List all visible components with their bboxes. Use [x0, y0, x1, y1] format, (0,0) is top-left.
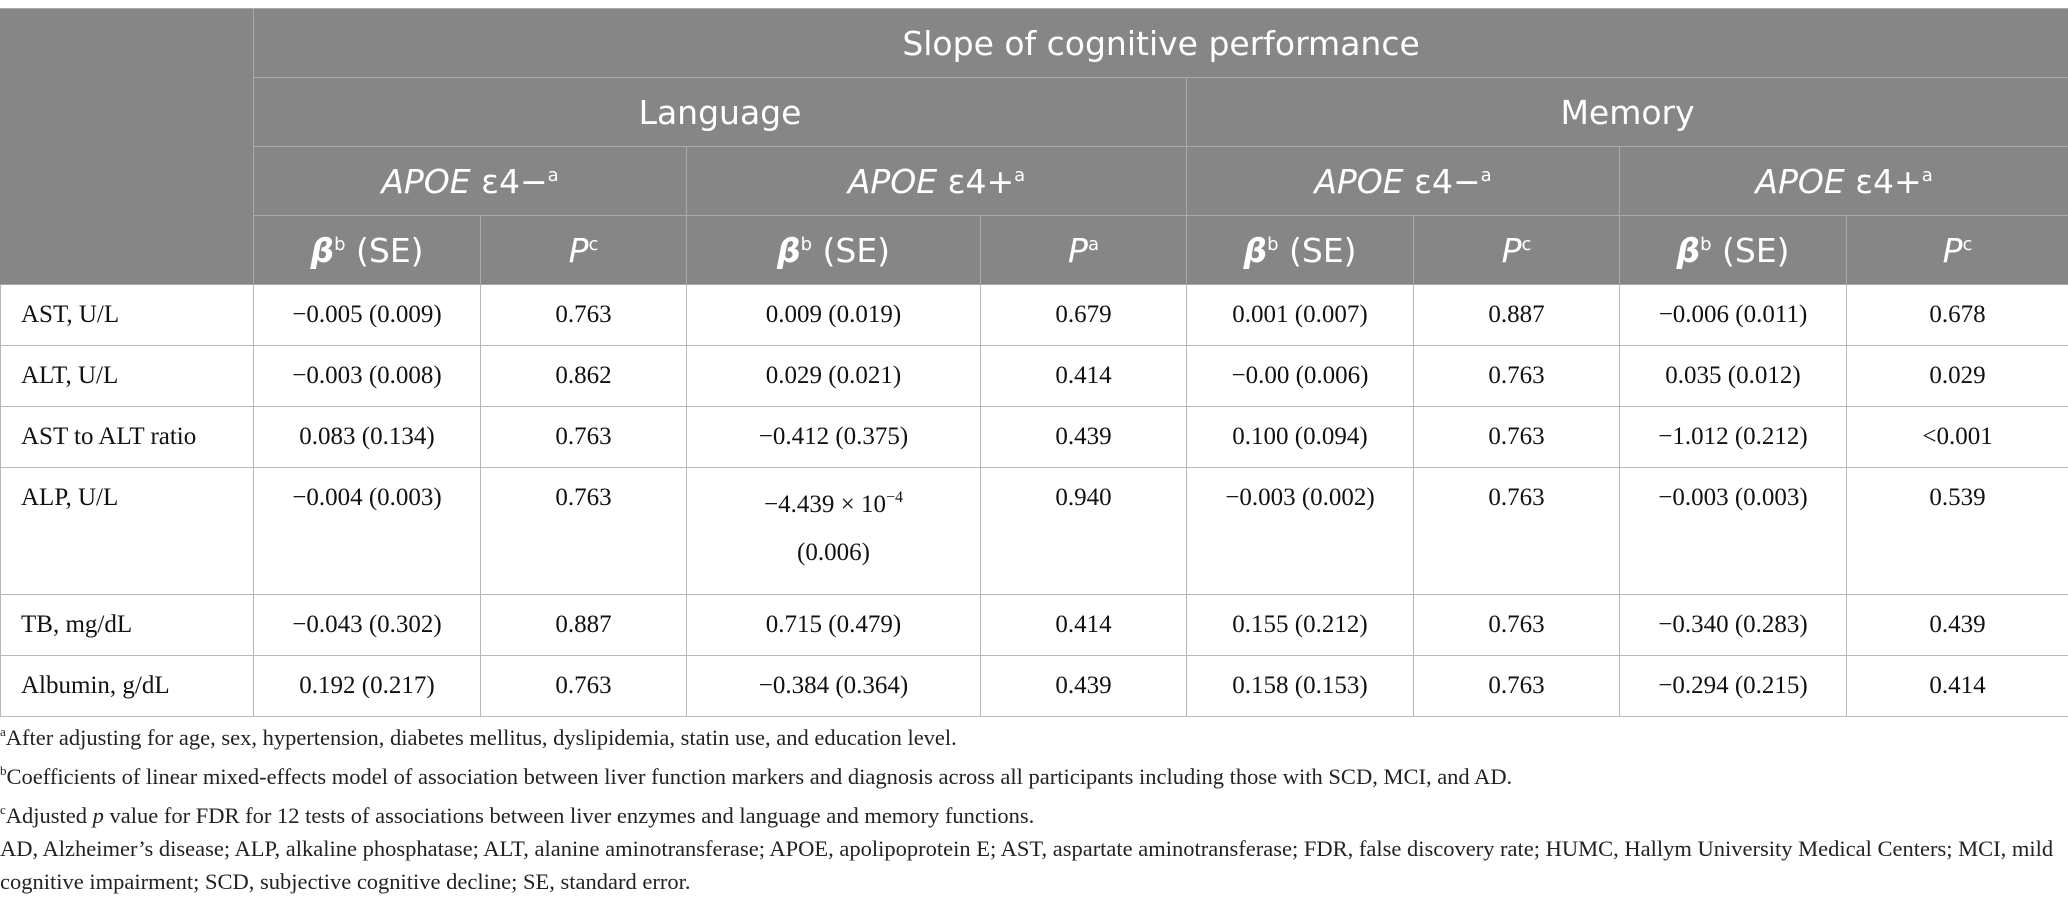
table-cell: 0.192 (0.217)	[254, 656, 481, 717]
table-row	[1, 468, 2068, 595]
abbreviations: AD, Alzheimer’s disease; ALP, alkaline phosphatase; ALT, alanine aminotransferase; APOE, apolipoprotein E; AST, aspartate aminotransferase; FDR, false discovery rate; HUMC, Hallym University Medical Centers; MCI, mild cognitive impairment; SCD, subjective cognitive decline; SE, standard error.	[0, 836, 2054, 894]
row-label: ALT, U/L	[1, 346, 254, 407]
table-cell: −0.005 (0.009)	[254, 285, 481, 346]
header-beta-se	[687, 216, 981, 285]
apoe-symbol: ε4−	[1414, 161, 1481, 201]
apoe-label: APOE	[1755, 161, 1845, 201]
footnote-b	[0, 754, 2060, 793]
table-cell: −0.412 (0.375)	[687, 407, 981, 468]
footnote-marker: a	[1921, 164, 1933, 186]
cell-line	[687, 474, 980, 529]
apoe-label: APOE	[847, 161, 938, 201]
table-cell: 0.083 (0.134)	[254, 407, 481, 468]
header-domain-memory: Memory	[1187, 78, 2068, 147]
footnote-marker: a	[1014, 164, 1026, 186]
header-beta-se	[1620, 216, 1847, 285]
table-cell: −0.00 (0.006)	[1187, 346, 1414, 407]
table-row	[1, 346, 2068, 407]
table-cell: −0.003 (0.002)	[1187, 468, 1414, 595]
table-body	[1, 285, 2068, 717]
apoe-symbol: ε4+	[1855, 161, 1922, 201]
footnote-c	[0, 793, 2060, 832]
table-footnotes	[0, 715, 2060, 898]
table-cell: −0.003 (0.008)	[254, 346, 481, 407]
footnote-text: Coefficients of linear mixed-effects model of association between liver function markers and diagnosis across all participants including those with SCD, MCI, and AD.	[6, 764, 1513, 789]
p-symbol: P	[1942, 230, 1963, 270]
table-cell: 0.763	[481, 285, 687, 346]
table-cell: 0.940	[981, 468, 1187, 595]
table-cell: 0.001 (0.007)	[1187, 285, 1414, 346]
table-cell: 0.678	[1847, 285, 2068, 346]
footnote-marker: c	[0, 802, 6, 817]
table-cell: 0.763	[481, 656, 687, 717]
header-super-title: Slope of cognitive performance	[254, 9, 2068, 78]
table-cell: 0.887	[1414, 285, 1620, 346]
row-label: TB, mg/dL	[1, 595, 254, 656]
se-label: (SE)	[356, 230, 424, 270]
table-cell: 0.679	[981, 285, 1187, 346]
footnote-text: value for FDR for 12 tests of associations between liver enzymes and language and memory functions.	[103, 803, 1035, 828]
cell-line: (0.006)	[797, 539, 870, 566]
header-row-stats	[1, 216, 2068, 285]
header-memory-apoe-pos	[1620, 147, 2068, 216]
apoe-label: APOE	[381, 161, 471, 201]
table-cell: −0.294 (0.215)	[1620, 656, 1847, 717]
header-row-title	[1, 9, 2068, 78]
se-label: (SE)	[822, 230, 891, 270]
table-cell: −0.004 (0.003)	[254, 468, 481, 595]
header-p-value	[1414, 216, 1620, 285]
header-row-domains	[1, 78, 2068, 147]
table-cell: 0.035 (0.012)	[1620, 346, 1847, 407]
row-label: AST to ALT ratio	[1, 407, 254, 468]
header-p-value	[1847, 216, 2068, 285]
beta-symbol: β	[1676, 230, 1701, 270]
table-header	[1, 9, 2068, 285]
header-beta-se	[1187, 216, 1414, 285]
table-cell: 0.887	[481, 595, 687, 656]
beta-symbol: β	[1243, 230, 1268, 270]
table-cell: −0.340 (0.283)	[1620, 595, 1847, 656]
table-cell: 0.414	[1847, 656, 2068, 717]
apoe-symbol: ε4+	[947, 161, 1015, 201]
footnote-marker: a	[0, 724, 6, 739]
p-symbol: P	[1068, 230, 1088, 270]
table-cell: 0.100 (0.094)	[1187, 407, 1414, 468]
footnote-marker: c	[1521, 233, 1532, 255]
table-cell: 0.158 (0.153)	[1187, 656, 1414, 717]
beta-symbol: β	[310, 230, 335, 270]
beta-symbol: β	[776, 230, 801, 270]
apoe-symbol: ε4−	[481, 161, 548, 201]
footnote-italic: p	[92, 803, 104, 828]
table-cell: 0.009 (0.019)	[687, 285, 981, 346]
footnote-text: After adjusting for age, sex, hypertension, diabetes mellitus, dyslipidemia, statin use, and education level.	[5, 725, 957, 750]
footnote-marker: b	[1700, 233, 1712, 255]
results-table	[0, 8, 2068, 717]
table-row	[1, 285, 2068, 346]
table-cell: 0.763	[1414, 346, 1620, 407]
table-cell: −0.003 (0.003)	[1620, 468, 1847, 595]
table-cell: 0.539	[1847, 468, 2068, 595]
header-beta-se	[254, 216, 481, 285]
table-cell: 0.715 (0.479)	[687, 595, 981, 656]
cell-line-text: −4.439 × 10	[764, 491, 886, 518]
footnote-text: Adjusted	[5, 803, 93, 828]
header-corner-cell	[1, 9, 254, 285]
footnote-marker: b	[1267, 233, 1279, 255]
table-cell: −1.012 (0.212)	[1620, 407, 1847, 468]
footnote-marker: c	[588, 233, 599, 255]
table-row	[1, 656, 2068, 717]
se-label: (SE)	[1722, 230, 1790, 270]
table-cell: 0.414	[981, 346, 1187, 407]
table-cell: 0.439	[1847, 595, 2068, 656]
header-row-apoe	[1, 147, 2068, 216]
table-cell: 0.862	[481, 346, 687, 407]
header-p-value	[981, 216, 1187, 285]
row-label: AST, U/L	[1, 285, 254, 346]
footnote-marker: a	[547, 164, 559, 186]
table-row	[1, 595, 2068, 656]
p-symbol: P	[1501, 230, 1522, 270]
table-cell: 0.763	[1414, 468, 1620, 595]
table-cell: 0.439	[981, 656, 1187, 717]
table-cell: 0.155 (0.212)	[1187, 595, 1414, 656]
table-cell: 0.763	[1414, 407, 1620, 468]
table-cell: 0.763	[1414, 656, 1620, 717]
footnote-marker: b	[0, 763, 7, 778]
cell-exponent: −4	[885, 489, 903, 506]
table-cell: 0.029 (0.021)	[687, 346, 981, 407]
footnote-marker: b	[334, 233, 346, 255]
se-label: (SE)	[1289, 230, 1357, 270]
table-cell: 0.029	[1847, 346, 2068, 407]
table-cell	[687, 468, 981, 595]
apoe-label: APOE	[1314, 161, 1404, 201]
table-cell: −0.384 (0.364)	[687, 656, 981, 717]
table-cell: −0.043 (0.302)	[254, 595, 481, 656]
table-row	[1, 407, 2068, 468]
table-cell: 0.439	[981, 407, 1187, 468]
row-label: ALP, U/L	[1, 468, 254, 595]
footnote-marker: a	[1480, 164, 1492, 186]
header-domain-language: Language	[254, 78, 1187, 147]
header-p-value	[481, 216, 687, 285]
table-cell: 0.763	[1414, 595, 1620, 656]
header-language-apoe-neg	[254, 147, 687, 216]
footnote-marker: c	[1962, 233, 1973, 255]
footnote-marker: b	[800, 233, 812, 255]
p-symbol: P	[568, 230, 589, 270]
table-cell: 0.763	[481, 468, 687, 595]
table-cell: −0.006 (0.011)	[1620, 285, 1847, 346]
footnote-marker: a	[1087, 233, 1099, 255]
row-label: Albumin, g/dL	[1, 656, 254, 717]
table-cell: <0.001	[1847, 407, 2068, 468]
header-language-apoe-pos	[687, 147, 1187, 216]
table-cell: 0.414	[981, 595, 1187, 656]
table-cell: 0.763	[481, 407, 687, 468]
header-memory-apoe-neg	[1187, 147, 1620, 216]
footnote-a	[0, 715, 2060, 754]
